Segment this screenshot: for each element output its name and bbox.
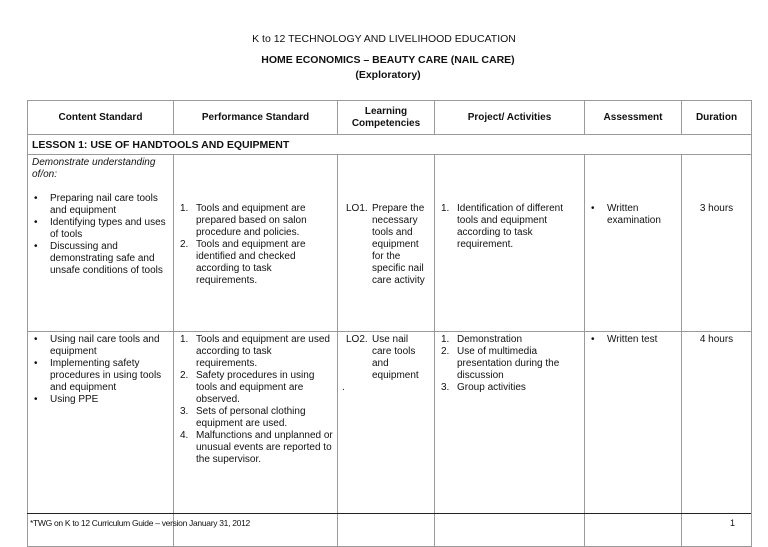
list-item [439, 382, 580, 394]
table-row [28, 332, 752, 547]
list-item [178, 370, 333, 406]
list-item [439, 334, 580, 346]
list-item-text: Identification of different tools and equipment according to task requirement. [457, 203, 563, 250]
table-header-row [28, 101, 752, 135]
list-number: 1. [180, 334, 189, 345]
col-header: Performance Standard [174, 101, 338, 135]
footer-note: *TWG on K to 12 Curriculum Guide – version January 31, 2012 [30, 518, 250, 528]
list-item-text: Malfunctions and unplanned or unusual events are reported to the supervisor. [196, 430, 333, 465]
list-number: 2. [180, 370, 189, 381]
list-item [178, 334, 333, 370]
col-header: Content Standard [28, 101, 174, 135]
bullet-icon: • [591, 203, 595, 214]
bullet-icon: • [34, 358, 38, 369]
list-number: 3. [441, 382, 450, 393]
bullet-icon: • [34, 334, 38, 345]
list-item-text: Discussing and demonstrating safe and unsafe conditions of tools [50, 241, 163, 276]
list-item-text: Written examination [607, 203, 661, 226]
subject-title: HOME ECONOMICS – BEAUTY CARE (NAIL CARE) [261, 54, 515, 66]
footer-divider [27, 513, 751, 514]
list-number: 1. [441, 334, 450, 345]
list-item-text: Using nail care tools and equipment [50, 334, 160, 357]
list-item-text: Safety procedures in using tools and equipment are observed. [196, 370, 315, 405]
content-standard-cell [28, 332, 174, 547]
list-item-text: Tools and equipment are used according to task requirements. [196, 334, 330, 369]
assessment-cell [585, 155, 682, 332]
lesson-row [28, 135, 752, 155]
list-number: 2. [441, 346, 450, 357]
list-item-text: Tools and equipment are identified and checked according to task requirements. [196, 239, 306, 286]
list-item [178, 203, 333, 239]
bullet-icon: • [34, 217, 38, 228]
list-number: 2. [180, 239, 189, 250]
list-item [589, 334, 677, 346]
activities-cell [435, 332, 585, 547]
duration-cell [682, 332, 752, 547]
duration: 3 hours [699, 203, 734, 214]
lo-text: Prepare the necessary tools and equipment for the specific nail care activity [372, 203, 425, 286]
list-number: 1. [180, 203, 189, 214]
col-header: Learning Competencies [338, 101, 435, 135]
col-header: Assessment [585, 101, 682, 135]
lo-extra: . [342, 382, 345, 393]
list-item-text: Sets of personal clothing equipment are used. [196, 406, 306, 429]
col-header: Project/ Activities [435, 101, 585, 135]
doc-title: K to 12 TECHNOLOGY AND LIVELIHOOD EDUCATION [252, 33, 516, 45]
list-item [439, 203, 580, 251]
list-item [178, 430, 333, 466]
list-item [32, 358, 169, 394]
list-item [32, 241, 169, 277]
performance-standard-cell [174, 155, 338, 332]
list-item-text: Demonstration [457, 334, 523, 345]
content-standard-cell [28, 155, 174, 332]
page-number: 1 [729, 518, 735, 528]
list-item-text: Group activities [457, 382, 526, 393]
list-item [32, 193, 169, 217]
list-number: 1. [441, 203, 450, 214]
curriculum-table [27, 100, 752, 547]
table-row [28, 155, 752, 332]
doc-subtitle [0, 53, 768, 83]
learning-competency-cell [338, 332, 435, 547]
list-item [32, 217, 169, 241]
intro-text: Demonstrate understanding of/on: [32, 157, 156, 180]
list-item-text: Preparing nail care tools and equipment [50, 193, 158, 216]
learning-competency-cell [338, 155, 435, 332]
bullet-icon: • [34, 193, 38, 204]
list-item [439, 346, 580, 382]
list-number: 3. [180, 406, 189, 417]
list-item-text: Identifying types and uses of tools [50, 217, 166, 240]
list-item [178, 239, 333, 287]
bullet-icon: • [34, 394, 38, 405]
duration-cell [682, 155, 752, 332]
lo-text: Use nail care tools and equipment [372, 334, 419, 381]
assessment-cell [585, 332, 682, 547]
lo-label: LO2. [346, 334, 368, 345]
col-header: Duration [682, 101, 752, 135]
bullet-icon: • [34, 241, 38, 252]
list-item [32, 394, 169, 406]
bullet-icon: • [591, 334, 595, 345]
list-number: 4. [180, 430, 189, 441]
list-item [178, 406, 333, 430]
list-item-text: Written test [607, 334, 658, 345]
activities-cell [435, 155, 585, 332]
list-item [589, 203, 677, 227]
list-item-text: Use of multimedia presentation during the discussion [457, 346, 560, 381]
duration: 4 hours [699, 334, 734, 345]
list-item-text: Implementing safety procedures in using tools and equipment [50, 358, 162, 393]
lesson-title: LESSON 1: USE OF HANDTOOLS AND EQUIPMENT [28, 135, 752, 155]
performance-standard-cell [174, 332, 338, 547]
list-item-text: Tools and equipment are prepared based on salon procedure and policies. [196, 203, 307, 238]
subject-type: (Exploratory) [355, 69, 421, 81]
list-item-text: Using PPE [50, 394, 99, 405]
list-item [32, 334, 169, 358]
lo-label: LO1. [346, 203, 368, 214]
